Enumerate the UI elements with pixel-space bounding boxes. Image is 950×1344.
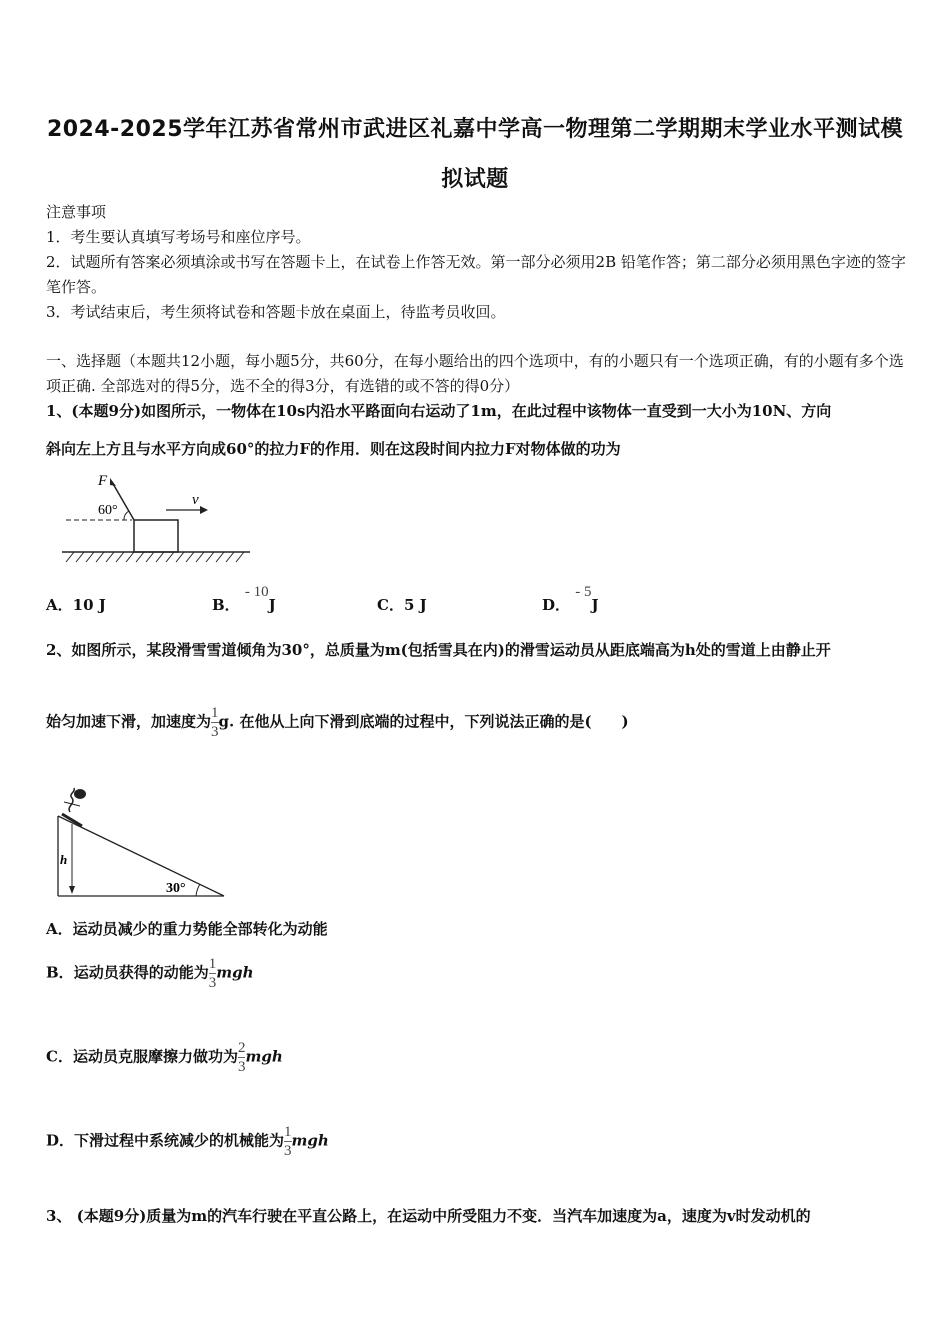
q1-velocity-label: v — [192, 492, 199, 508]
page-title: 2024-2025学年江苏省常州市武进区礼嘉中学高一物理第二学期期末学业水平测试模 — [46, 117, 904, 142]
q1-text-line2: 斜向左上方且与水平方向成60°的拉力F的作用．则在这段时间内拉力F对物体做的功为 — [46, 440, 621, 458]
q1-text-line1: 1、(本题9分)如图所示，一物体在10s内沿水平路面向右运动了1m，在此过程中该物体一直受到一大小为10N、方向 — [46, 402, 832, 420]
q1-option-a: A．10 J — [46, 596, 106, 614]
q2-accel-fraction: $\frac{1}{3}$ — [211, 705, 219, 740]
q2-text-line2: 始匀加速下滑，加速度为 $\frac{1}{3}$ g. 在他从上向下滑到底端的过程中，下列说法正确的是( ) — [46, 705, 629, 740]
notice-item-2: 2．试题所有答案必须填涂或书写在答题卡上，在试卷上作答无效。第一部分必须用2B 铅笔作答；第二部分必须用黑色字迹的签字笔作答。 — [46, 253, 906, 296]
q2-figure — [50, 782, 230, 900]
notice-item-1: 1．考生要认真填写考场号和座位序号。 — [46, 228, 311, 246]
q2-height-label: h — [60, 852, 68, 867]
q1-option-b: B． - 10J — [212, 584, 276, 614]
q1-force-label: F — [98, 473, 108, 489]
q2-option-d: D．下滑过程中系统减少的机械能为 $\frac{1}{3}$ mgh — [46, 1124, 329, 1159]
q2-option-c: C．运动员克服摩擦力做功为 $\frac{2}{3}$ mgh — [46, 1040, 283, 1075]
q1-option-d: D． - 5J — [542, 584, 599, 614]
q1-angle-label: 60° — [98, 503, 118, 518]
q2-angle-label: 30° — [166, 881, 186, 896]
q2-text-line1: 2、如图所示，某段滑雪雪道倾角为30°，总质量为m(包括雪具在内)的滑雪运动员从距底端高为h处的雪道上由静止开 — [46, 641, 831, 659]
q1-figure — [58, 470, 258, 565]
q3-text-line1: 3、 (本题9分)质量为m的汽车行驶在平直公路上，在运动中所受阻力不变．当汽车加速度为a，速度为v时发动机的 — [46, 1207, 811, 1225]
q1-option-c: C．5 J — [377, 596, 427, 614]
q2-option-b: B．运动员获得的动能为 $\frac{1}{3}$ mgh — [46, 956, 254, 991]
notice-heading: 注意事项 — [46, 203, 107, 221]
q2-option-a: A．运动员减少的重力势能全部转化为动能 — [46, 920, 328, 938]
section-heading: 一、选择题（本题共12小题，每小题5分，共60分，在每小题给出的四个选项中，有的小题只有一个选项正确，有的小题有多个选项正确. 全部选对的得5分，选不全的得3分，有选错的或不答的得0分） — [46, 352, 904, 395]
notice-item-3: 3．考试结束后，考生须将试卷和答题卡放在桌面上，待监考员收回。 — [46, 303, 506, 321]
page-title-cont: 拟试题 — [441, 167, 509, 192]
